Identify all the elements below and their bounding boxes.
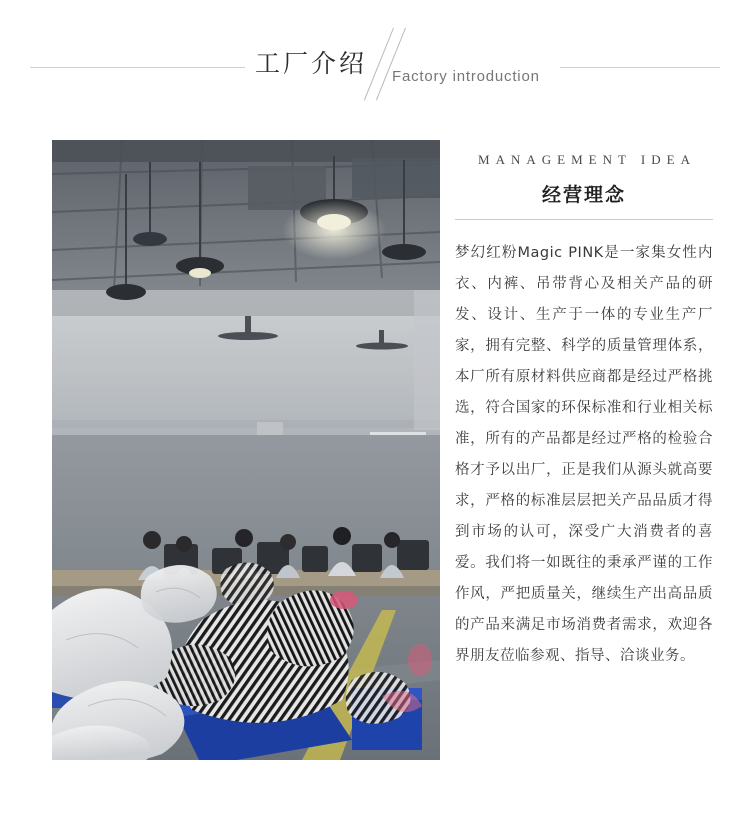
section-header — [0, 36, 750, 98]
management-idea-panel — [455, 152, 713, 672]
panel-heading-cn: 经营理念 — [541, 184, 626, 206]
panel-heading-en: MANAGEMENT IDEA — [478, 152, 696, 167]
header-rule-right — [560, 67, 720, 68]
factory-photo — [52, 140, 440, 760]
page-title: 工厂介绍 — [255, 49, 368, 78]
panel-divider — [455, 219, 713, 220]
page-subtitle: Factory introduction — [392, 68, 540, 85]
slash-decoration-icon — [383, 36, 423, 98]
panel-body-text: 梦幻红粉Magic PINK是一家集女性内衣、内裤、吊带背心及相关产品的研发、设计、生产于一体的专业生产厂家，拥有完整、科学的质量管理体系，本厂所有原材料供应商都是经过严格挑选，符合国家的环保标准和行业相关标准，所有的产品都是经过严格的检验合格才予以出厂，正是我们从源头就高要求，严格的标准层层把关产品品质才得到市场的认可，深受广大消费者的喜爱。我们将一如既往的秉承严谨的工作作风，严把质量关，继续生产出高品质的产品来满足市场消费者需求，欢迎各界朋友莅临参观、指导、洽谈业务。 — [455, 245, 713, 664]
header-rule-left — [30, 67, 245, 68]
